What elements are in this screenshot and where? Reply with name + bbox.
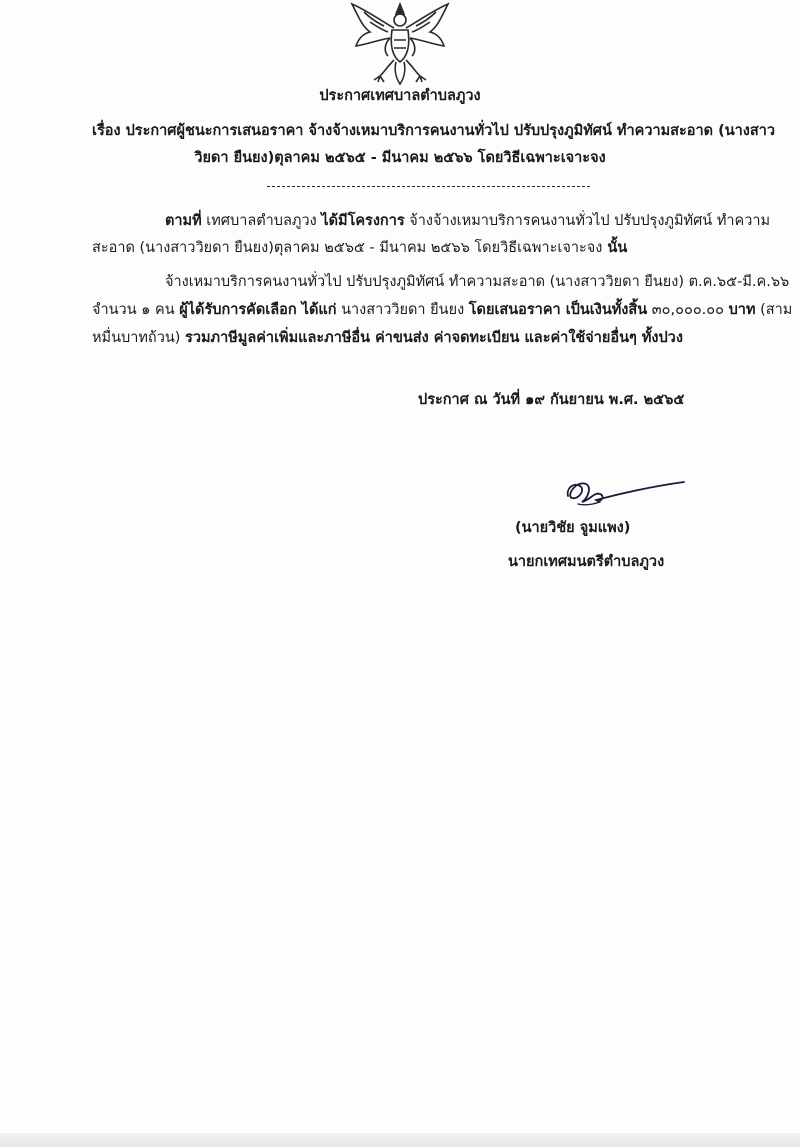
- p1-line2-end: นั้น: [602, 240, 628, 256]
- scan-edge: [0, 1133, 800, 1147]
- paragraph-1-line-1: [165, 211, 770, 231]
- garuda-emblem-icon: [340, 0, 460, 88]
- document-title: ประกาศเทศบาลตำบลภูวง: [319, 88, 481, 104]
- paragraph-2-line-2: [92, 300, 792, 320]
- paragraph-2-line-1: [165, 272, 789, 292]
- paragraph-2-line-3: [92, 328, 683, 348]
- p2-line1-text: จ้างเหมาบริการคนงานทั่วไป ปรับปรุงภูมิทัศน์ ทำความสะอาด (นางสาววิยดา ยืนยง) ต.ค.๖๕-มี.ค.๖๖: [165, 274, 790, 290]
- p1-lead: ตามที่: [165, 213, 202, 229]
- p2-l2-c: นางสาววิยดา ยืนยง: [336, 302, 469, 318]
- dashed-divider: [267, 186, 590, 187]
- handwritten-signature-icon: [560, 470, 690, 514]
- p1-org: เทศบาลตำบลภูวง: [201, 213, 322, 229]
- p2-l2-g: (สาม: [755, 302, 793, 318]
- subject-line-1: เรื่อง ประกาศผู้ชนะการเสนอราคา จ้างจ้างเหมาบริการคนงานทั่วไป ปรับปรุงภูมิทัศน์ ทำความสะอาด (นางสาว: [92, 123, 776, 139]
- p2-l2-e: ๓๐,๐๐๐.๐๐: [647, 302, 729, 318]
- p2-l3-a: หมื่นบาทถ้วน): [92, 330, 186, 346]
- p1-has-project: ได้มีโครงการ: [321, 213, 405, 229]
- p2-l2-d: โดยเสนอราคา เป็นเงินทั้งสิ้น: [468, 302, 648, 318]
- p2-l2-a: จำนวน ๑ คน: [92, 302, 180, 318]
- p1-rest: จ้างจ้างเหมาบริการคนงานทั่วไป ปรับปรุงภูมิทัศน์ ทำความ: [404, 213, 771, 229]
- p2-l3-b: รวมภาษีมูลค่าเพิ่มและภาษีอื่น ค่าขนส่ง ค่าจดทะเบียน และค่าใช้จ่ายอื่นๆ ทั้งปวง: [185, 330, 683, 346]
- p2-l2-f: บาท: [728, 302, 756, 318]
- p1-line2-text: สะอาด (นางสาววิยดา ยืนยง)ตุลาคม ๒๕๖๕ - มีนาคม ๒๕๖๖ โดยวิธีเฉพาะเจาะจง: [92, 240, 603, 256]
- signer-position: นายกเทศมนตรีตำบลภูวง: [508, 554, 665, 570]
- subject-line-2: วิยดา ยืนยง)ตุลาคม ๒๕๖๕ - มีนาคม ๒๕๖๖ โดยวิธีเฉพาะเจาะจง: [194, 150, 606, 166]
- announcement-date: ประกาศ ณ วันที่ ๑๙ กันยายน พ.ศ. ๒๕๖๕: [418, 392, 685, 408]
- p2-l2-b: ผู้ได้รับการคัดเลือก ได้แก่: [179, 302, 337, 318]
- signer-name: (นายวิชัย จูมแพง): [515, 520, 631, 536]
- paragraph-1-line-2: [92, 238, 627, 258]
